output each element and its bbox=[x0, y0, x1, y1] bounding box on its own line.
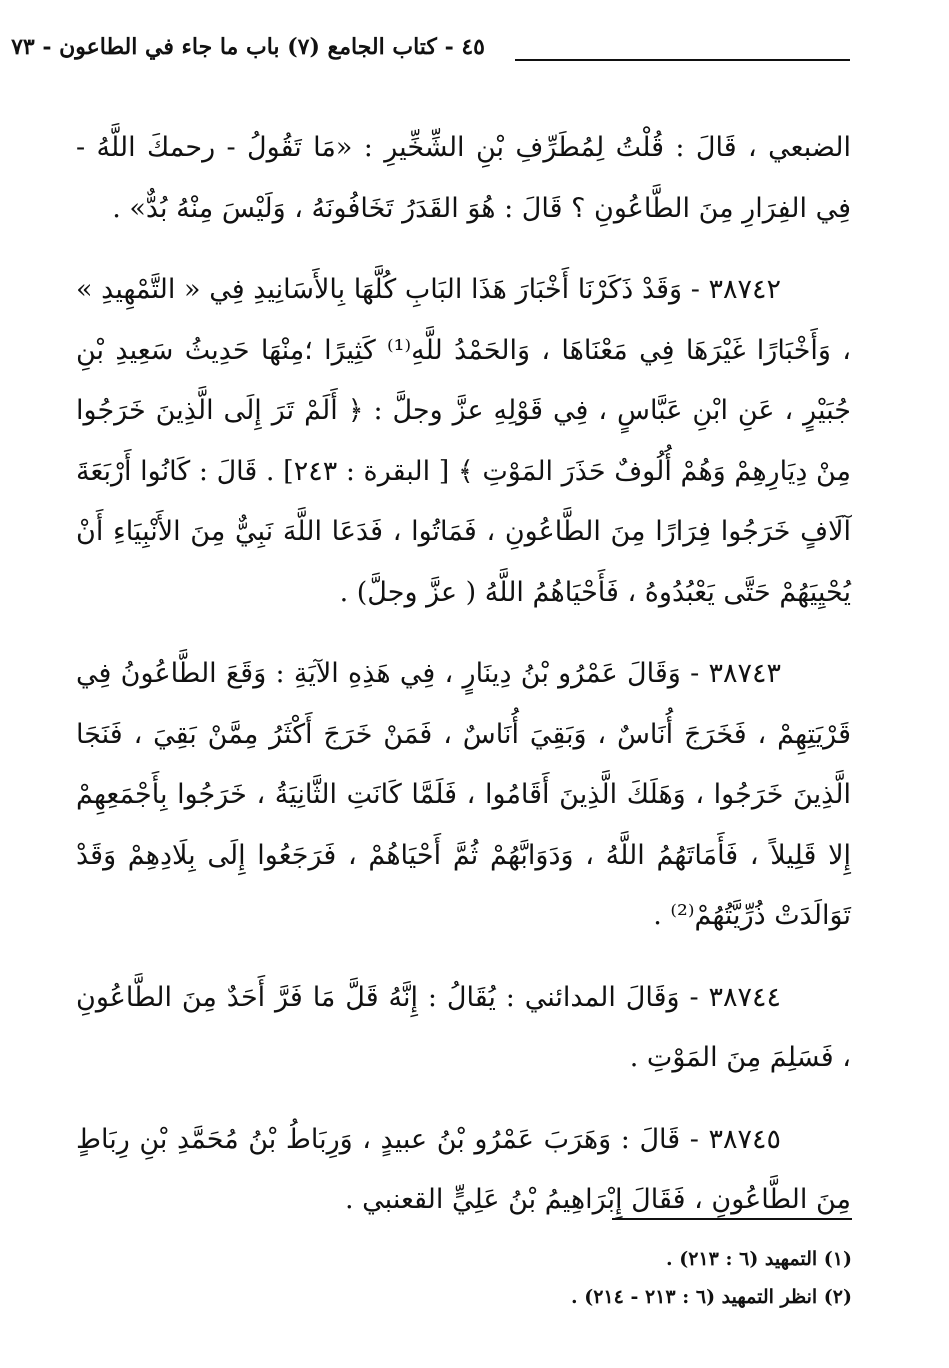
footnote-separator bbox=[612, 1218, 852, 1220]
running-header bbox=[11, 34, 850, 74]
footnote-2: (٢) انظر التمهيد (٦ : ٢١٣ - ٢١٤) . bbox=[570, 1286, 852, 1308]
paragraph-38745: ٣٨٧٤٥ - قَالَ : وَهَرَبَ عَمْرُو بْنُ عبيدٍ ، وَرِبَاطُ بْنُ مُحَمَّدِ بْنِ رِبَاطٍ مِنَ الطَّاعُونِ ، فَقَالَ إِبْرَاهِيمُ بْنُ عَلِيٍّ القعنبي . bbox=[76, 1123, 851, 1215]
paragraph-38743: ٣٨٧٤٣ - وَقَالَ عَمْرُو بْنُ دِينَارٍ ، فِي هَذِهِ الآيَةِ : وَقَعَ الطَّاعُونُ فِي قَرْيَتِهِمْ ، فَخَرَجَ أُنَاسٌ ، وَبَقِيَ أُنَاسٌ ، فَمَنْ خَرَجَ أَكْثَرُ مِمَّنْ بَقِيَ ، فَنَجَا الَّذِينَ خَرَجُوا ، وَهَلَكَ الَّذِينَ أَقَامُوا ، فَلَمَّا كَانَتِ الثَّانِيَةُ ، خَرَجُوا بِأَجْمَعِهِمْ إِلا قَلِيلاً ، فَأَمَاتَهُمُ اللَّهُ ، وَدَوَابَّهُمْ ثُمَّ أَحْيَاهُمْ ، فَرَجَعُوا إِلَى بِلَادِهِمْ وَقَدْ تَوَالَدَتْ ذُرِّيَّتُهُمْ⁽²⁾ . bbox=[76, 658, 851, 931]
paragraph-1: الضبعي ، قَالَ : قُلْتُ لِمُطَرِّفِ بْنِ الشِّخِّيرِ : «مَا تَقُولُ - رحمكَ اللَّهُ - فِي الفِرَارِ مِنَ الطَّاعُونِ ؟ قَالَ : هُوَ القَدَرُ تَخَافُونَهُ ، وَلَيْسَ مِنْهُ بُدٌّ» . bbox=[76, 132, 851, 224]
footnote-1: (١) التمهيد (٦ : ٢١٣) . bbox=[665, 1248, 852, 1270]
main-text bbox=[76, 118, 851, 1252]
header-rule bbox=[515, 59, 850, 61]
paragraph-38744: ٣٨٧٤٤ - وَقَالَ المدائني : يُقَالُ : إِنَّهُ قَلَّ مَا فَرَّ أَحَدٌ مِنَ الطَّاعُونِ ، فَسَلِمَ مِنَ المَوْتِ . bbox=[76, 981, 851, 1073]
footnotes bbox=[380, 1240, 852, 1316]
paragraph-38742: ٣٨٧٤٢ - وَقَدْ ذَكَرْنَا أَخْبَارَ هَذَا البَابِ كُلَّهَا بِالأَسَانِيدِ فِي « التَّمْهِيدِ » ، وَأَخْبَارًا غَيْرَهَا فِي مَعْنَاهَا ، وَالحَمْدُ للَّهِ⁽¹⁾ كَثِيرًا ؛مِنْهَا حَدِيثُ سَعِيدِ بْنِ جُبَيْرٍ ، عَنِ ابْنِ عَبَّاسٍ ، فِي قَوْلِهِ عزَّ وجلَّ : ﴿ أَلَمْ تَرَ إِلَى الَّذِينَ خَرَجُوا مِنْ دِيَارِهِمْ وَهُمْ أُلُوفٌ حَذَرَ المَوْتِ ﴾ [ البقرة : ٢٤٣] . قَالَ : كَانُوا أَرْبَعَةَ آلَافٍ خَرَجُوا فِرَارًا مِنَ الطَّاعُونِ ، فَمَاتُوا ، فَدَعَا اللَّهَ نَبِيٌّ مِنَ الأَنْبِيَاءِ أَنْ يُحْيِيَهُمْ حَتَّى يَعْبُدُوهُ ، فَأَحْيَاهُمُ اللَّهُ ( عزَّ وجلَّ) . bbox=[76, 274, 851, 608]
header-title: ٤٥ - كتاب الجامع (٧) باب ما جاء في الطاعون - ٧٣ bbox=[11, 34, 485, 60]
